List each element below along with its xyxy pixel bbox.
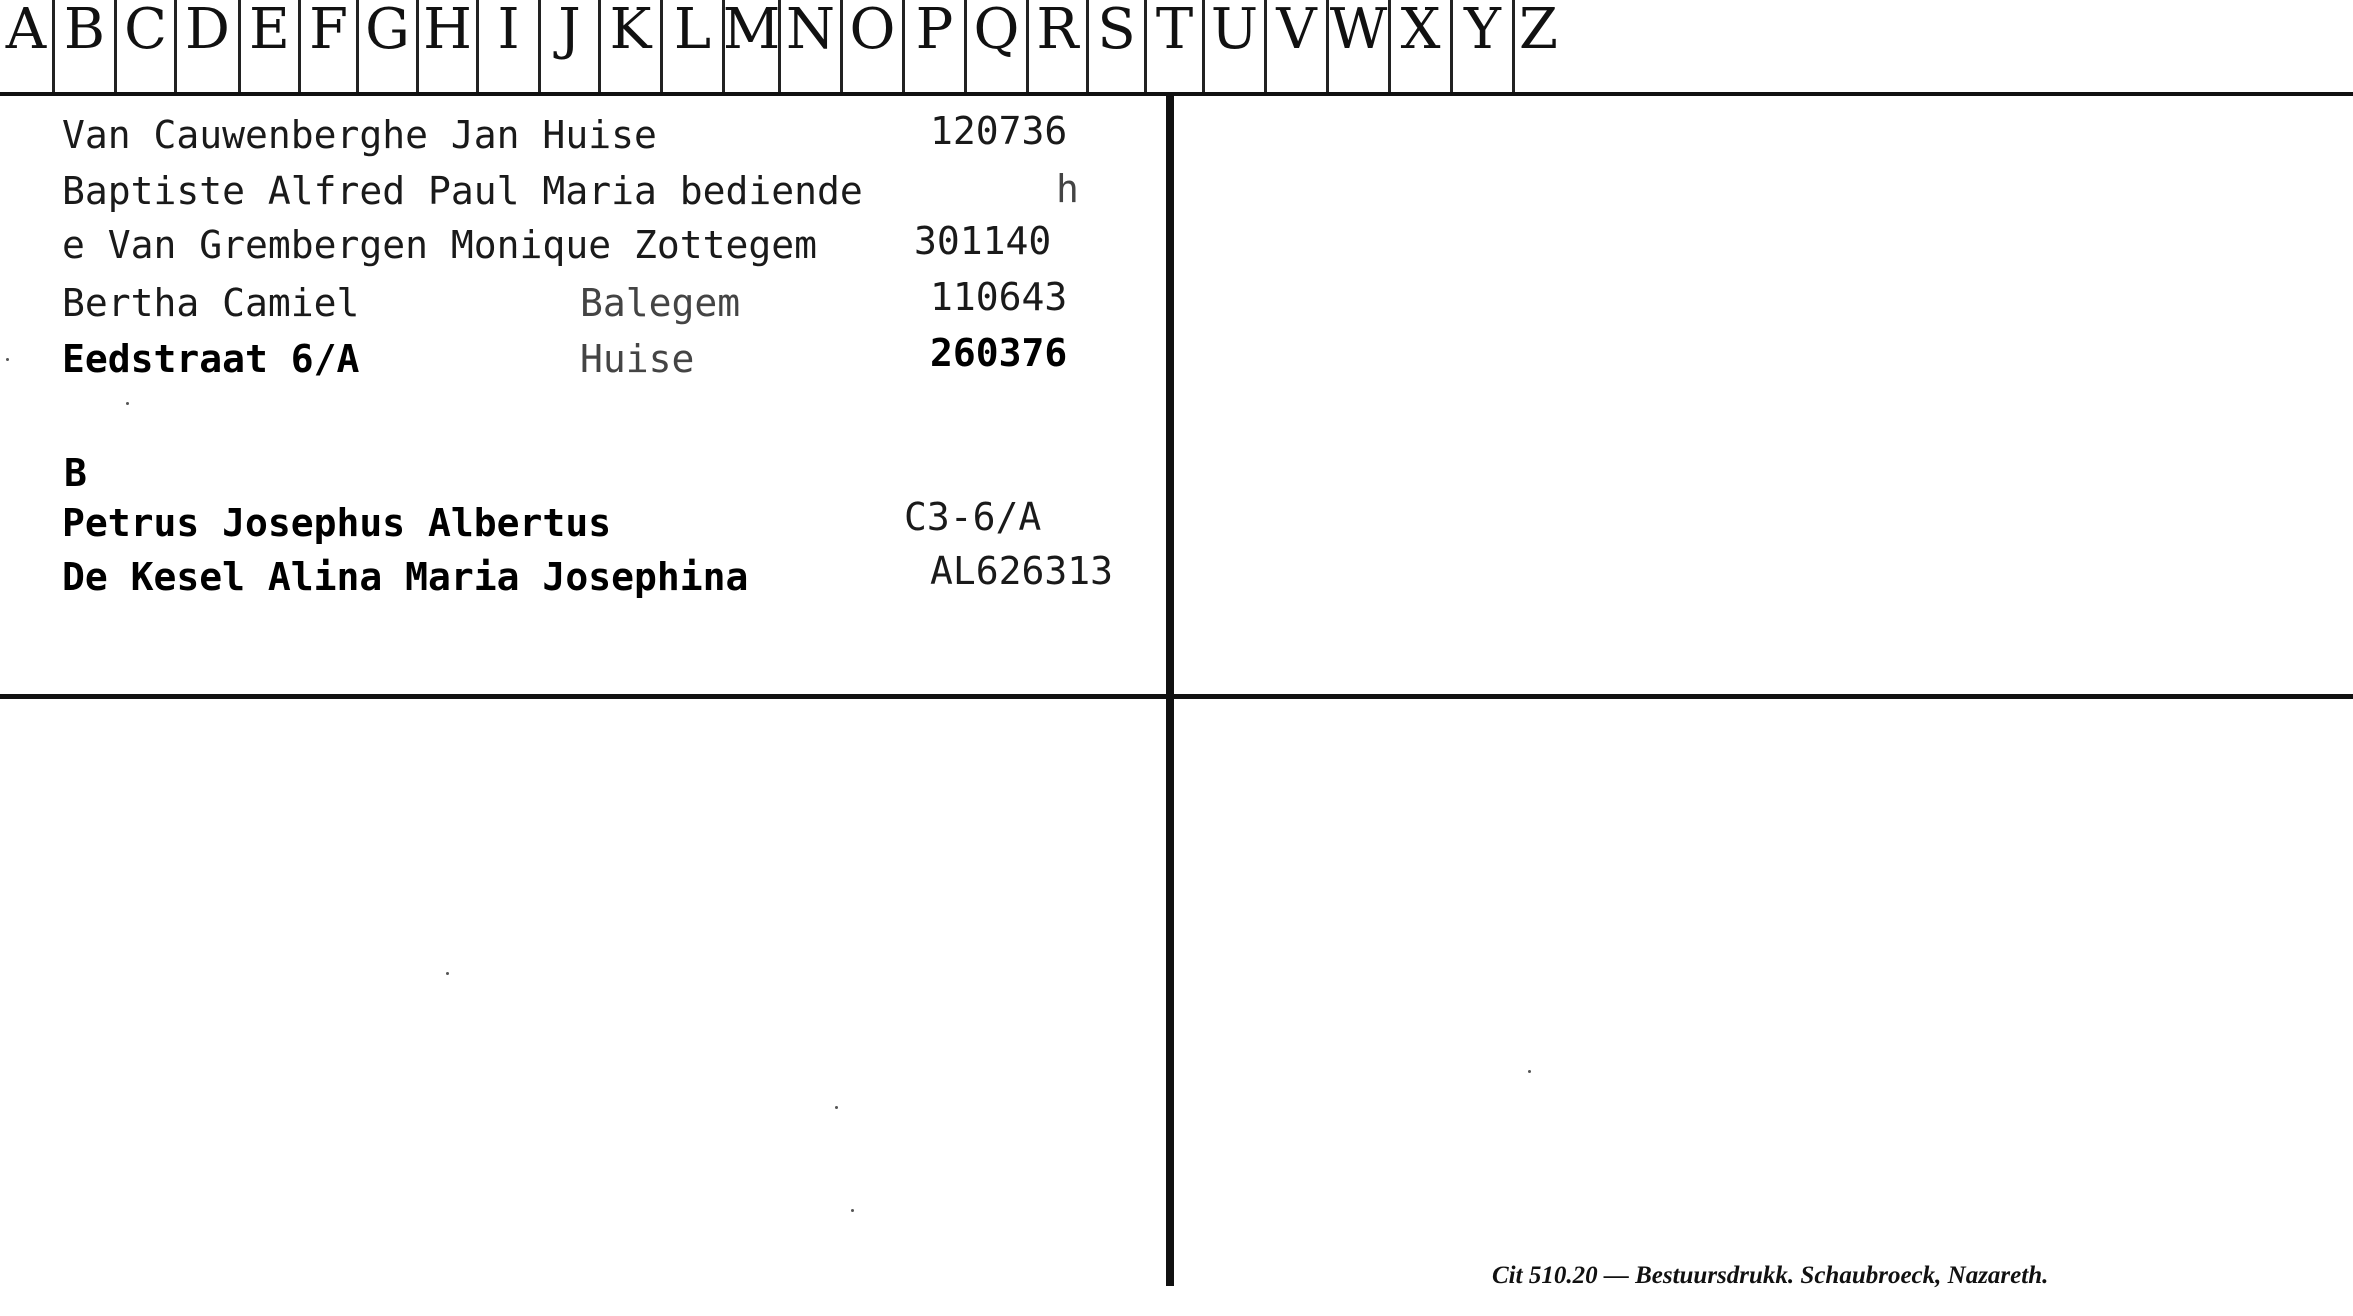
entry-line-2-code: h [1056, 167, 1079, 211]
alpha-tab-h: H [416, 0, 476, 94]
alpha-tab-t: T [1144, 0, 1202, 94]
entry-line-5-street: Eedstraat 6/A [62, 337, 360, 381]
middle-rule [0, 694, 2353, 699]
alpha-tab-y: Y [1450, 0, 1512, 94]
alpha-tab-o: O [840, 0, 902, 94]
alpha-tab-k: K [598, 0, 660, 94]
alpha-tab-q: Q [964, 0, 1026, 94]
alpha-tab-v: V [1264, 0, 1326, 94]
entry-line-3-code: 301140 [914, 219, 1052, 263]
alpha-tab-s: S [1086, 0, 1144, 94]
alpha-tab-i: I [476, 0, 538, 94]
entry-line-4-place: Balegem [580, 281, 741, 325]
scan-speck [851, 1209, 854, 1212]
scan-speck [1528, 1070, 1531, 1073]
scan-speck [835, 1106, 838, 1109]
entry-line-5-place: Huise [580, 337, 695, 381]
entry-line-6: Petrus Josephus Albertus [62, 501, 612, 545]
alpha-tab-n: N [778, 0, 840, 94]
alpha-tab-a: A [5, 0, 47, 62]
entry-line-7: De Kesel Alina Maria Josephina [62, 555, 749, 599]
alpha-tab-l: L [660, 0, 722, 94]
alpha-tab-g: G [356, 0, 416, 94]
alpha-tab-r: R [1026, 0, 1086, 94]
alpha-tab-j: J [538, 0, 598, 94]
center-vertical-rule [1166, 92, 1174, 1286]
entry-line-4-code: 110643 [930, 275, 1068, 319]
scan-speck [126, 402, 129, 405]
alpha-tab-m: M [722, 0, 778, 94]
top-rule [0, 92, 2353, 96]
scan-speck [6, 358, 9, 361]
alpha-tab-e: E [238, 0, 298, 94]
entry-line-4-name: Bertha Camiel [62, 281, 360, 325]
scan-speck [446, 972, 449, 975]
entry-line-6-code: C3-6/A [904, 495, 1042, 539]
alphabet-index-row [0, 0, 2353, 94]
alpha-tab-b: B [52, 0, 114, 94]
alpha-tab-p: P [902, 0, 964, 94]
alpha-tab-c: C [114, 0, 174, 94]
alpha-tab-f: F [298, 0, 356, 94]
section-label-b: B [64, 451, 87, 495]
entry-line-1-code: 120736 [930, 109, 1068, 153]
entry-line-1: Van Cauwenberghe Jan Huise [62, 113, 657, 157]
alpha-tab-u: U [1202, 0, 1264, 94]
alpha-tab-w: W [1326, 0, 1388, 94]
alpha-tab-d: D [174, 0, 238, 94]
printer-imprint: Cit 510.20 — Bestuursdrukk. Schaubroeck, Nazareth. [1492, 1262, 2049, 1289]
entry-line-2: Baptiste Alfred Paul Maria bediende [62, 169, 863, 213]
entry-line-5-code: 260376 [930, 331, 1068, 375]
entry-line-7-code: AL626313 [930, 549, 1114, 593]
alpha-tab-x: X [1388, 0, 1450, 94]
alpha-tab-z: Z [1512, 0, 1562, 94]
entry-line-3: e Van Grembergen Monique Zottegem [62, 223, 817, 267]
